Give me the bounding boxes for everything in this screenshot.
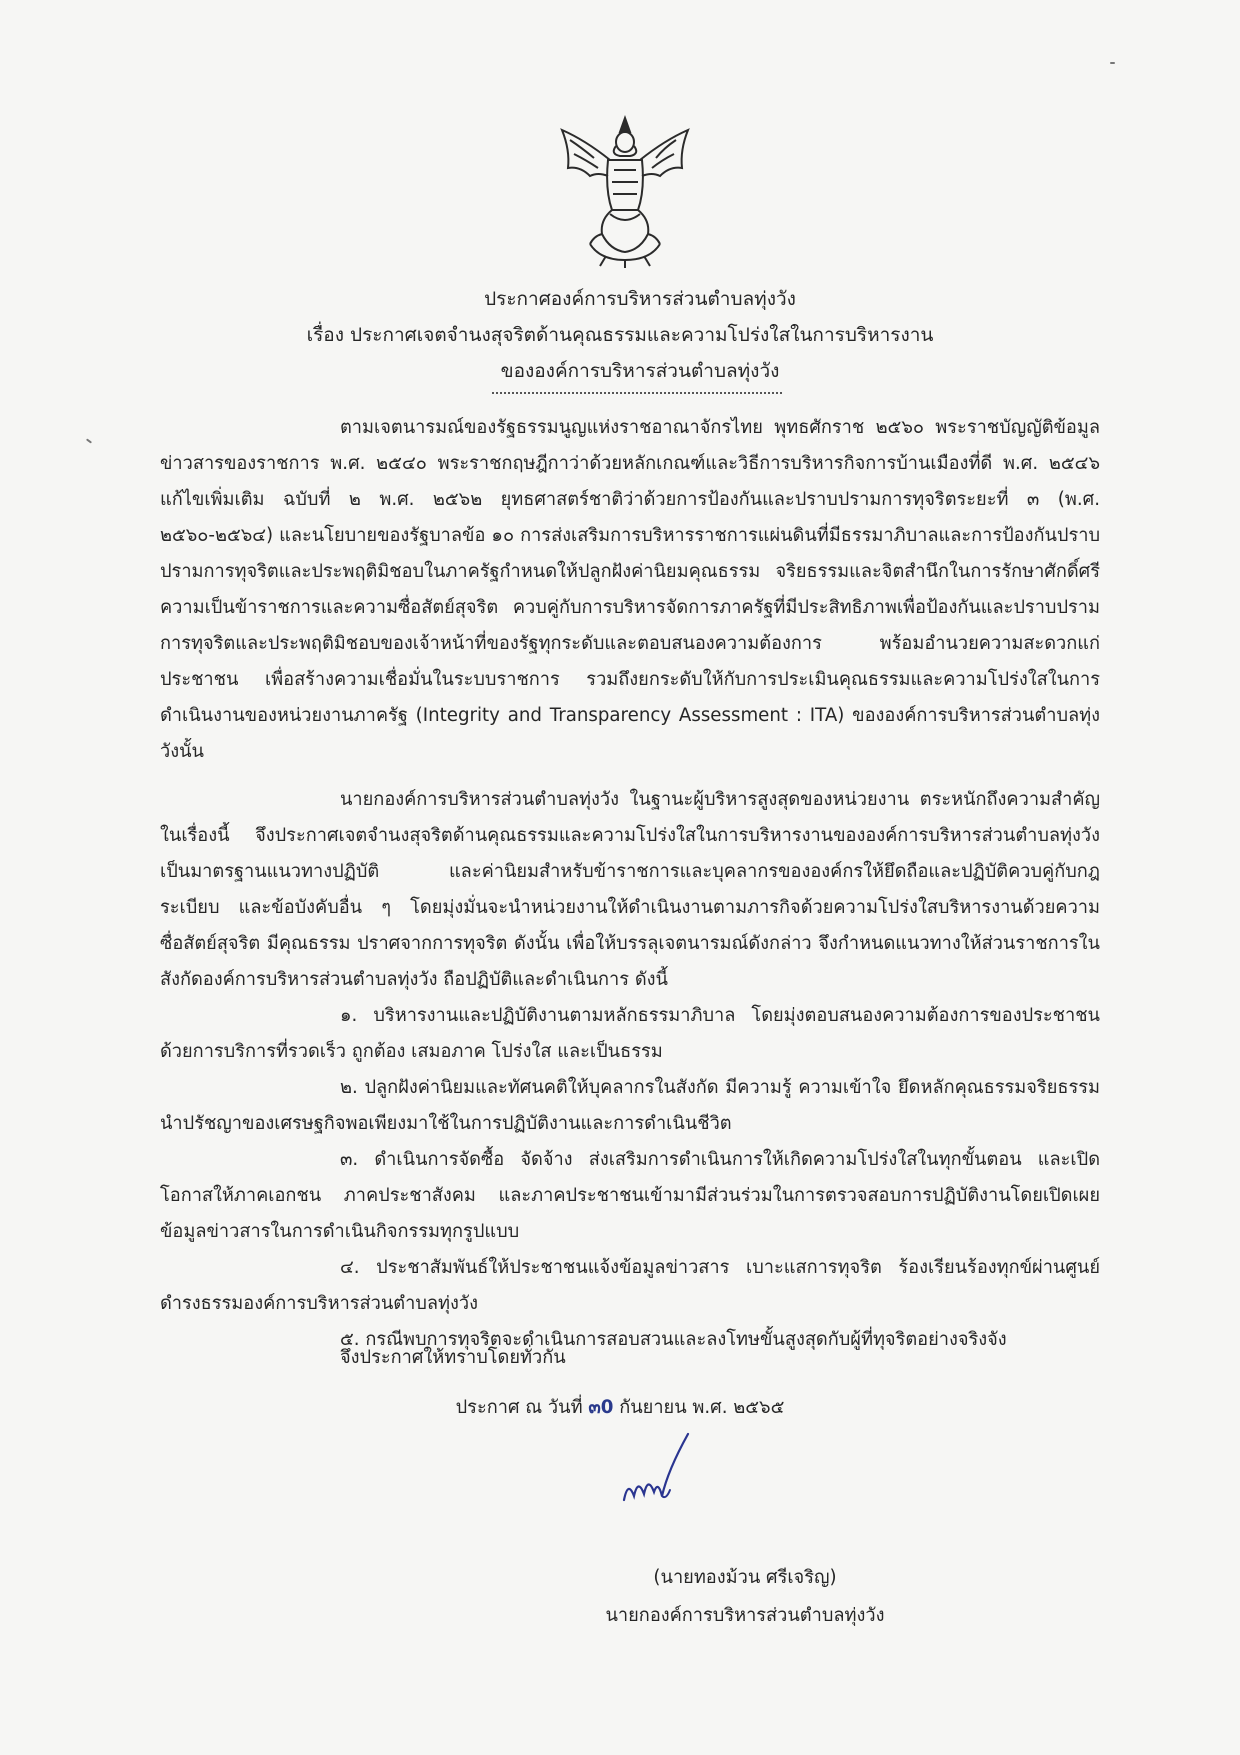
date-day: ๓0 — [588, 1397, 614, 1418]
announcement-body — [160, 410, 1100, 1358]
signer-position: นายกองค์การบริหารส่วนตำบลทุ่งวัง — [605, 1605, 885, 1626]
paragraph-intro: ตามเจตนารมณ์ของรัฐธรรมนูญแห่งราชอาณาจักรไทย พุทธศักราช ๒๕๖๐ พระราชบัญญัติข้อมูลข่าวสารของราชการ พ.ศ. ๒๕๔๐ พระราชกฤษฎีกาว่าด้วยหลักเกณฑ์และวิธีการบริหารกิจการบ้านเมืองที่ดี พ.ศ. ๒๕๔๖ แก้ไขเพิ่มเติม ฉบับที่ ๒ พ.ศ. ๒๕๖๒ ยุทธศาสตร์ชาติว่าด้วยการป้องกันและปราบปรามการทุจริตระยะที่ ๓ (พ.ศ. ๒๕๖๐-๒๕๖๔) และนโยบายของรัฐบาลข้อ ๑๐ การส่งเสริมการบริหารราชการแผ่นดินที่มีธรรมาภิบาลและการป้องกันปราบปรามการทุจริตและประพฤติมิชอบในภาครัฐกำหนดให้ปลูกฝังค่านิยมคุณธรรม จริยธรรมและจิตสำนึกในการรักษาศักดิ์ศรีความเป็นข้าราชการและความซื่อสัตย์สุจริต ควบคู่กับการบริหารจัดการภาครัฐที่มีประสิทธิภาพเพื่อป้องกันและปราบปรามการทุจริตและประพฤติมิชอบของเจ้าหน้าที่ของรัฐทุกระดับและตอบสนองความต้องการ พร้อมอำนวยความสะดวกแก่ประชาชน เพื่อสร้างความเชื่อมั่นในระบบราชการ รวมถึงยกระดับให้กับการประเมินคุณธรรมและความโปร่งใสในการดำเนินงานของหน่วยงานภาครัฐ (Integrity and Transparency Assessment : ITA) ขององค์การบริหารส่วนตำบลทุ่งวังนั้น — [160, 417, 1100, 762]
signer-name: (นายทองม้วน ศรีเจริญ) — [653, 1567, 837, 1588]
scan-speck — [1110, 62, 1115, 64]
garuda-emblem-icon — [550, 110, 700, 270]
announcement-title: ประกาศองค์การบริหารส่วนตำบลทุ่งวัง — [484, 288, 796, 310]
paragraph-declaration: นายกองค์การบริหารส่วนตำบลทุ่งวัง ในฐานะผู้บริหารสูงสุดของหน่วยงาน ตระหนักถึงความสำคัญในเรื่องนี้ จึงประกาศเจตจำนงสุจริตด้านคุณธรรมและความโปร่งใสในการบริหารงานขององค์การบริหารส่วนตำบลทุ่งวัง เป็นมาตรฐานแนวทางปฏิบัติ และค่านิยมสำหรับข้าราชการและบุคลากรขององค์กรให้ยึดถือและปฏิบัติควบคู่กับกฎ ระเบียบ และข้อบังคับอื่น ๆ โดยมุ่งมั่นจะนำหน่วยงานให้ดำเนินงานตามภารกิจด้วยความโปร่งใสบริหารงานด้วยความซื่อสัตย์สุจริต มีคุณธรรม ปราศจากการทุจริต ดังนั้น เพื่อให้บรรลุเจตนารมณ์ดังกล่าว จึงกำหนดแนวทางให้ส่วนราชการในสังกัดองค์การบริหารส่วนตำบลทุ่งวัง ถือปฏิบัติและดำเนินการ ดังนี้ — [160, 789, 1100, 990]
guideline-item-1: ๑. บริหารงานและปฏิบัติงานตามหลักธรรมาภิบาล โดยมุ่งตอบสนองความต้องการของประชาชนด้วยการบริการที่รวดเร็ว ถูกต้อง เสมอภาค โปร่งใส และเป็นธรรม — [160, 1005, 1100, 1062]
closing-statement: จึงประกาศให้ทราบโดยทั่วกัน — [340, 1347, 566, 1368]
announcement-subject: เรื่อง ประกาศเจตจำนงสุจริตด้านคุณธรรมและความโปร่งใสในการบริหารงาน — [306, 324, 934, 346]
scan-speck — [86, 438, 92, 443]
guideline-item-5: ๕. กรณีพบการทุจริตจะดำเนินการสอบสวนและลงโทษขั้นสูงสุดกับผู้ที่ทุจริตอย่างจริงจัง — [340, 1329, 1007, 1350]
announcement-subject-continued: ขององค์การบริหารส่วนตำบลทุ่งวัง — [500, 360, 780, 382]
guideline-item-4: ๔. ประชาสัมพันธ์ให้ประชาชนแจ้งข้อมูลข่าวสาร เบาะแสการทุจริต ร้องเรียนร้องทุกข์ผ่านศูนย์ดำรงธรรมองค์การบริหารส่วนตำบลทุ่งวัง — [160, 1257, 1100, 1314]
dotted-divider — [492, 392, 782, 394]
announcement-date — [0, 1390, 1240, 1426]
guideline-item-3: ๓. ดำเนินการจัดซื้อ จัดจ้าง ส่งเสริมการดำเนินการให้เกิดความโปร่งใสในทุกขั้นตอน และเปิดโอกาสให้ภาคเอกชน ภาคประชาสังคม และภาคประชาชนเข้ามามีส่วนร่วมในการตรวจสอบการปฏิบัติงานโดยเปิดเผยข้อมูลข่าวสารในการดำเนินกิจกรรมทุกรูปแบบ — [160, 1149, 1100, 1242]
date-prefix: ประกาศ ณ วันที่ — [455, 1397, 589, 1418]
date-suffix: กันยายน พ.ศ. ๒๕๖๕ — [613, 1397, 785, 1418]
handwritten-signature — [618, 1430, 708, 1520]
guideline-item-2: ๒. ปลูกฝังค่านิยมและทัศนคติให้บุคลากรในสังกัด มีความรู้ ความเข้าใจ ยึดหลักคุณธรรมจริยธรรม นำปรัชญาของเศรษฐกิจพอเพียงมาใช้ในการปฏิบัติงานและการดำเนินชีวิต — [160, 1077, 1100, 1134]
